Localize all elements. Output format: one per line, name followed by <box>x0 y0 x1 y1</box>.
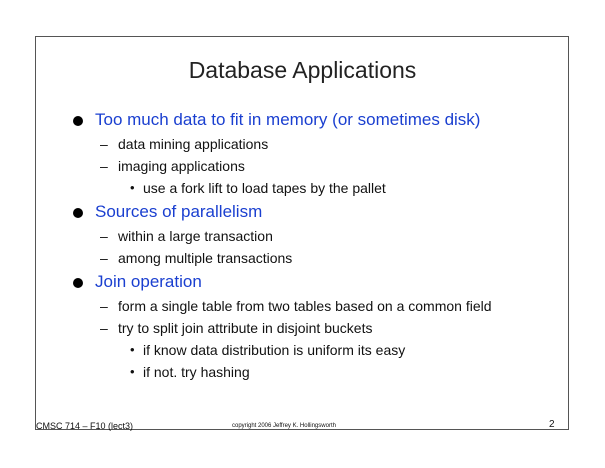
bullet-1: Too much data to fit in memory (or sometimes disk) <box>95 110 481 129</box>
sub-sub-bullet-1-2-1: use a fork lift to load tapes by the pallet <box>143 180 386 196</box>
page-number: 2 <box>549 419 555 430</box>
footer-course: CMSC 714 – F10 (lect3) <box>36 421 134 431</box>
small-bullet-icon: • <box>130 180 135 195</box>
slide-frame <box>35 36 569 430</box>
sub-bullet-3-2: try to split join attribute in disjoint buckets <box>118 320 373 336</box>
bullet-3: Join operation <box>95 272 202 291</box>
small-bullet-icon: • <box>130 342 135 357</box>
sub-bullet-3-1: form a single table from two tables based on a common field <box>118 298 492 314</box>
dash-icon: – <box>100 136 108 152</box>
dash-icon: – <box>100 228 108 244</box>
sub-bullet-2-2: among multiple transactions <box>118 250 293 266</box>
bullet-dot <box>73 116 83 126</box>
slide-title: Database Applications <box>188 57 417 83</box>
sub-sub-bullet-3-2-2: if not. try hashing <box>143 364 250 380</box>
bullet-dot <box>73 208 83 218</box>
small-bullet-icon: • <box>130 364 135 379</box>
sub-bullet-1-2: imaging applications <box>118 158 245 174</box>
dash-icon: – <box>100 320 108 336</box>
footer-copyright: copyright 2006 Jeffrey K. Hollingsworth <box>232 423 336 429</box>
dash-icon: – <box>100 250 108 266</box>
sub-bullet-1-1: data mining applications <box>118 136 269 152</box>
dash-icon: – <box>100 298 108 314</box>
bullet-2: Sources of parallelism <box>95 202 263 221</box>
sub-bullet-2-1: within a large transaction <box>118 228 273 244</box>
bullet-dot <box>73 278 83 288</box>
dash-icon: – <box>100 158 108 174</box>
sub-sub-bullet-3-2-1: if know data distribution is uniform its easy <box>143 342 406 358</box>
